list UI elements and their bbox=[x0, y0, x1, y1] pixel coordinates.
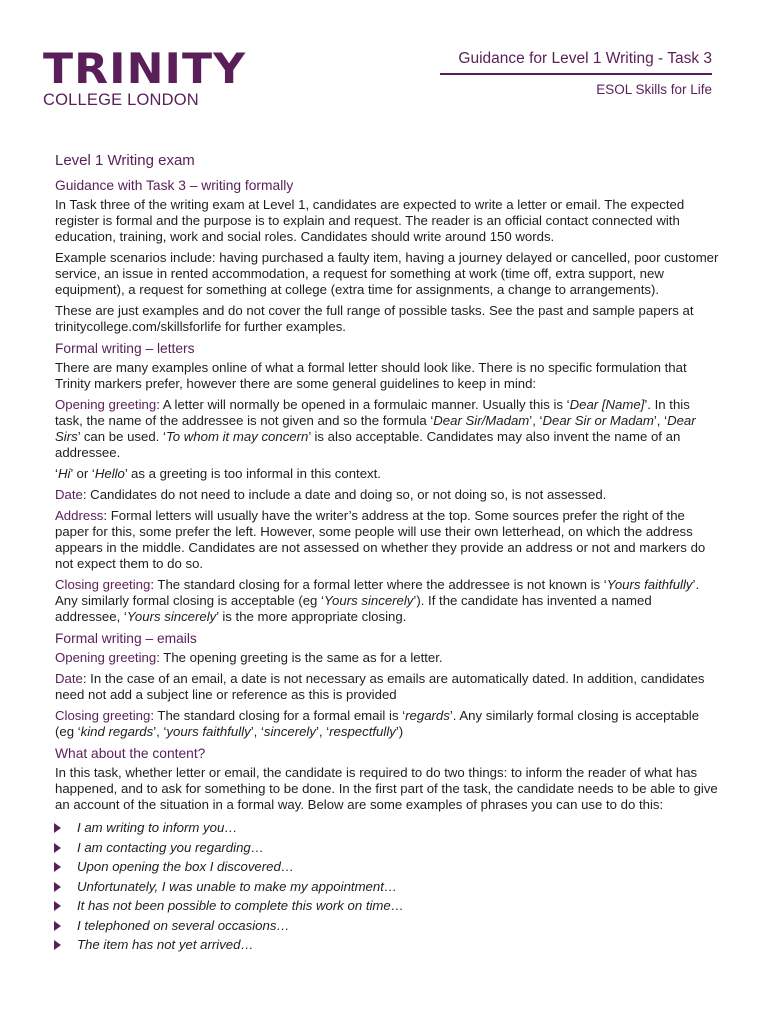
document-body bbox=[55, 153, 720, 955]
document-subtitle: ESOL Skills for Life bbox=[596, 82, 712, 97]
bullet-arrow-icon bbox=[54, 921, 61, 931]
paragraph-task-overview: In Task three of the writing exam at Level 1, candidates are expected to write a letter or email. The expected register is formal and the purpose is to explain and request. The reader is an official contact connected with education, training, work and social roles. Candidates should write around 150 words. bbox=[55, 197, 685, 244]
term-label: Date bbox=[55, 671, 83, 686]
term-label: Opening greeting bbox=[55, 650, 157, 665]
paragraph-email-closing: Closing greeting: The standard closing for a formal email is ‘regards’. Any similarly formal closing is acceptable (eg ‘kind regards’, ‘yours faithfully’, ‘sincerely’, ‘respectfully’) bbox=[55, 708, 700, 739]
term-label: Opening greeting bbox=[55, 397, 157, 412]
document-header bbox=[440, 50, 712, 97]
bullet-arrow-icon bbox=[54, 843, 61, 853]
page-heading: Level 1 Writing exam bbox=[55, 152, 195, 169]
list-item: I am writing to inform you… bbox=[55, 818, 720, 838]
paragraph-email-opening: Opening greeting: The opening greeting is the same as for a letter. bbox=[55, 650, 443, 665]
term-label: Date bbox=[55, 487, 83, 502]
term-label: Closing greeting bbox=[55, 577, 151, 592]
section-heading-emails: Formal writing – emails bbox=[55, 631, 197, 646]
paragraph-letter-address: Address: Formal letters will usually have the writer’s address at the top. Some sources prefer the right of the paper for this, some prefer the left. However, some people will use their own letterhead, on which the address appears in the middle. Candidates are not assessed on whether they provide an address or not and markers do not expect them to do so. bbox=[55, 508, 706, 571]
list-item: I telephoned on several occasions… bbox=[55, 916, 720, 936]
bullet-arrow-icon bbox=[54, 882, 61, 892]
paragraph-letters-intro: There are many examples online of what a formal letter should look like. There is no specific formulation that Trinity markers prefer, however there are some general guidelines to keep in mind: bbox=[55, 360, 687, 391]
list-item: I am contacting you regarding… bbox=[55, 838, 720, 858]
paragraph-email-date: Date: In the case of an email, a date is not necessary as emails are automatically dated. In addition, candidates need not add a subject line or reference as this is provided bbox=[55, 671, 705, 702]
trinity-logo bbox=[43, 44, 247, 110]
paragraph-further-examples: These are just examples and do not cover the full range of possible tasks. See the past and sample papers at trinitycollege.com/skillsforlife for further examples. bbox=[55, 303, 694, 334]
section-heading-content: What about the content? bbox=[55, 746, 206, 761]
term-label: Address bbox=[55, 508, 104, 523]
list-item: Unfortunately, I was unable to make my appointment… bbox=[55, 877, 720, 897]
list-item: Upon opening the box I discovered… bbox=[55, 857, 720, 877]
document-title: Guidance for Level 1 Writing - Task 3 bbox=[440, 50, 712, 75]
paragraph-letter-date: Date: Candidates do not need to include a date and doing so, or not doing so, is not assessed. bbox=[55, 487, 607, 502]
phrase-list bbox=[55, 818, 720, 955]
paragraph-letter-opening: Opening greeting: A letter will normally be opened in a formulaic manner. Usually this is ‘Dear [Name]’. In this task, the name of the addressee is not given and so the formula ‘Dear Sir/Madam’, ‘Dear Sir or Madam’, ‘Dear Sirs’ can be used. ‘To whom it may concern’ is also acceptable. Candidates may also invent the name of an addressee. bbox=[55, 397, 696, 460]
section-heading-letters: Formal writing – letters bbox=[55, 341, 195, 356]
paragraph-informal-greeting: ‘Hi’ or ‘Hello’ as a greeting is too informal in this context. bbox=[55, 466, 381, 481]
paragraph-example-scenarios: Example scenarios include: having purchased a faulty item, having a journey delayed or cancelled, poor customer service, an issue in rented accommodation, a request for something at work (time off, extra support, new equipment), a request for something at college (extra time for assignments, a change to arrangements). bbox=[55, 250, 719, 297]
paragraph-letter-closing: Closing greeting: The standard closing for a formal letter where the addressee is not known is ‘Yours faithfully’. Any similarly formal closing is acceptable (eg ‘Yours sincerely’). If the candidate has invented a named addressee, ‘Yours sincerely’ is the more appropriate closing. bbox=[55, 577, 700, 624]
bullet-arrow-icon bbox=[54, 901, 61, 911]
logo-subtitle: COLLEGE LONDON bbox=[43, 91, 199, 109]
paragraph-content-intro: In this task, whether letter or email, the candidate is required to do two things: to inform the reader of what has happened, and to ask for something to be done. In the first part of the task, the candidate needs to be able to give an account of the situation in a formal way. Below are some examples of phrases you can use to do this: bbox=[55, 765, 718, 812]
logo-wordmark: TRINITY bbox=[43, 44, 247, 93]
section-heading-guidance: Guidance with Task 3 – writing formally bbox=[55, 178, 294, 193]
list-item: It has not been possible to complete this work on time… bbox=[55, 896, 720, 916]
bullet-arrow-icon bbox=[54, 940, 61, 950]
bullet-arrow-icon bbox=[54, 823, 61, 833]
list-item: The item has not yet arrived… bbox=[55, 935, 720, 955]
term-label: Closing greeting bbox=[55, 708, 151, 723]
bullet-arrow-icon bbox=[54, 862, 61, 872]
